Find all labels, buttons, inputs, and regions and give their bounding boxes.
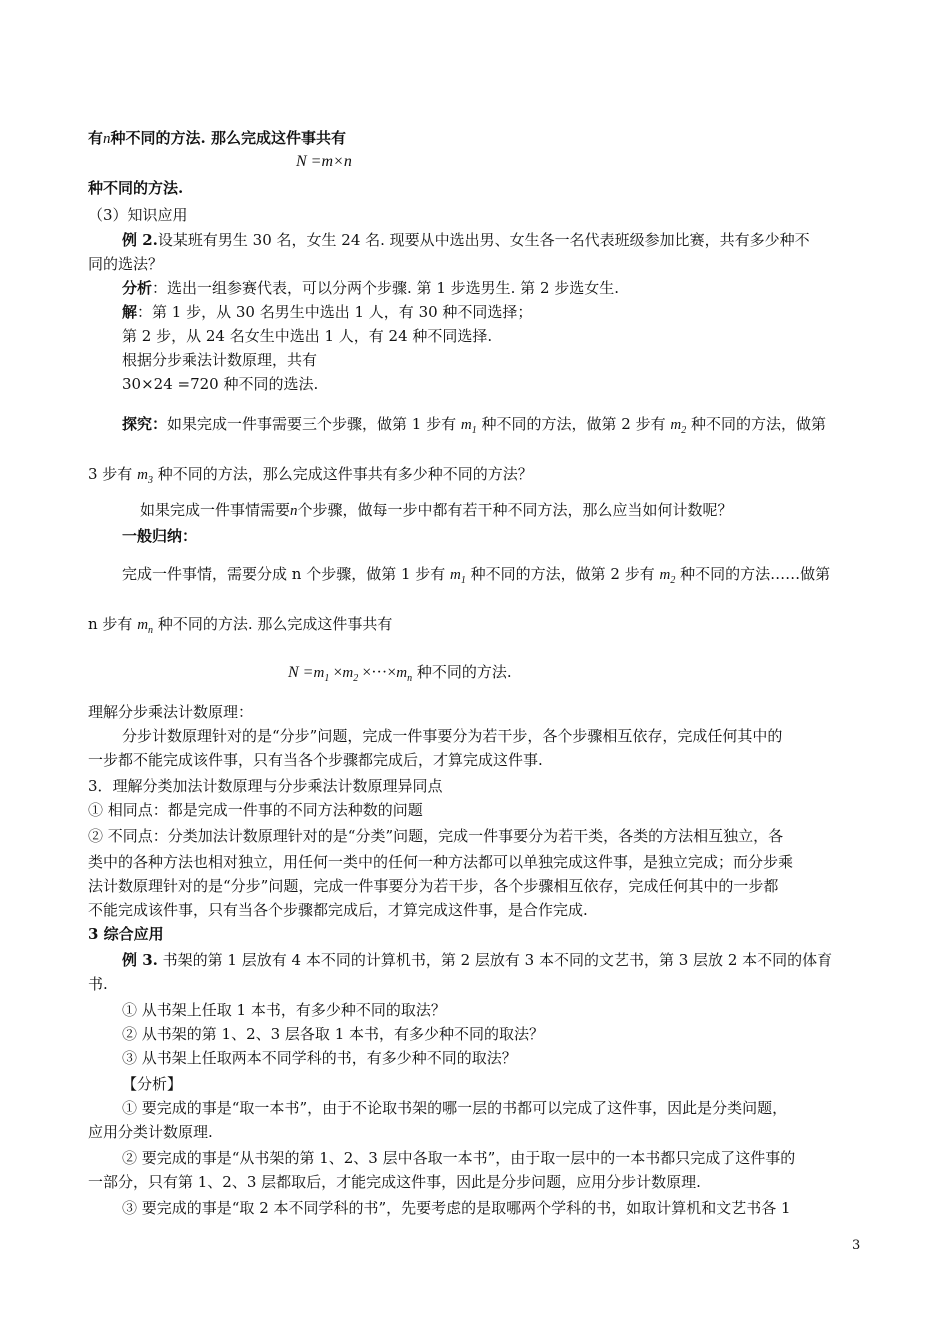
text: 种不同的方法，那么完成这件事共有多少种不同的方法？: [152, 465, 533, 483]
example-2-label: 例 2.: [122, 231, 158, 249]
example-3-a2-line-2: 一部分，只有第 1、2、3 层都取后，才能完成这件事，因此是分步问题，应用分步计数原理.: [88, 1173, 701, 1191]
example-2-line-1: [122, 230, 810, 250]
text: n 步有: [88, 615, 138, 633]
page-number: 3: [852, 1238, 861, 1253]
example-3-a2-line-1: ② 要完成的事是“从书架的第 1、2、3 层中各取一本书”，由于取一层中的一本书都只完成了这件事的: [122, 1149, 796, 1167]
example-3-label: 例 3.: [122, 951, 158, 969]
formula-n-equals-m-times-n: N =m×n: [296, 153, 352, 170]
explore-label: 探究：: [122, 415, 168, 433]
text: 种不同的方法，做第 2 步有: [476, 415, 671, 433]
example-3-a3-line-1: ③ 要完成的事是“取 2 本不同学科的书”，先要考虑的是取哪两个学科的书，如取计算机和文艺书各 1: [122, 1199, 791, 1217]
subscript: n: [148, 625, 154, 636]
text: 种不同的方法，做第 2 步有: [465, 565, 660, 583]
solution-label: 解: [122, 303, 138, 321]
example-2-result: 30×24 =720 种不同的选法.: [122, 375, 319, 393]
text: 设某班有男生 30 名，女生 24 名. 现要从中选出男、女生各一名代表班级参加比赛，共有多少种不: [157, 231, 810, 249]
line-header-1: [88, 128, 346, 149]
compare-diff-4: 不能完成该件事，只有当各个步骤都完成后，才算完成这件事，是合作完成.: [88, 901, 588, 919]
text: 3 步有: [88, 465, 138, 483]
subscript: 2: [353, 673, 359, 684]
example-3-line-1: [122, 950, 832, 970]
subscript: n: [407, 673, 413, 684]
compare-diff-3: 法计数原理针对的是“分步”问题，完成一件事要分为若干步，各个步骤相互依存，完成任何其中的一步都: [88, 877, 779, 895]
example-2-analysis: [122, 278, 619, 298]
subscript: 3: [147, 475, 153, 486]
var-n: n: [290, 503, 298, 519]
section-comprehensive: 3 综合应用: [88, 925, 164, 943]
example-3-a1-line-1: ① 要完成的事是“取一本书”，由于不论取书架的哪一层的书都可以完成了这件事，因此是分类问题，: [122, 1099, 788, 1117]
general-line-2: [88, 614, 392, 637]
example-3-q2: ② 从书架的第 1、2、3 层各取 1 本书，有多少种不同的取法？: [122, 1025, 545, 1043]
text: 如果完成一件事情需要: [140, 501, 291, 519]
explore-line-3: [140, 500, 733, 521]
subscript: 1: [471, 425, 477, 436]
text: 有: [88, 129, 104, 147]
compare-same: ① 相同点：都是完成一件事的不同方法种数的问题: [88, 801, 423, 819]
times-dots: ×···×: [358, 664, 397, 681]
example-3-q1: ① 从书架上任取 1 本书，有多少种不同的取法？: [122, 1001, 446, 1019]
var-m: m: [460, 417, 472, 433]
text: ：选出一组参赛代表，可以分两个步骤. 第 1 步选男生. 第 2 步选女生.: [152, 279, 620, 297]
text: 种不同的方法.: [412, 663, 512, 681]
subscript: 2: [681, 425, 687, 436]
var-m: m: [137, 617, 149, 633]
var-m: m: [137, 467, 148, 483]
general-label: 一般归纳：: [122, 527, 198, 545]
text: 书架的第 1 层放有 4 本不同的计算机书，第 2 层放有 3 本不同的文艺书，第 3 层放 2 本不同的体育: [157, 951, 833, 969]
text: 完成一件事情，需要分成 n 个步骤，做第 1 步有: [122, 565, 451, 583]
example-3-line-2: 书.: [88, 975, 108, 993]
line-header-2: 种不同的方法.: [88, 179, 184, 197]
general-line-1: [122, 564, 830, 587]
example-2-solution: [122, 302, 532, 322]
subscript: 2: [670, 575, 676, 586]
compare-diff-2: 类中的各种方法也相对独立，用任何一类中的任何一种方法都可以单独完成这件事，是独立完成；而分步乘: [88, 853, 794, 871]
example-2-step-2: 第 2 步，从 24 名女生中选出 1 人，有 24 种不同选择.: [122, 327, 493, 345]
subscript: 1: [324, 673, 330, 684]
compare-diff-1: ② 不同点：分类加法计数原理针对的是“分类”问题，完成一件事要分为若干类，各类的方法相互独立，各: [88, 827, 784, 845]
var-m: m: [659, 567, 671, 583]
general-formula: [288, 662, 512, 685]
var-m: m: [670, 417, 682, 433]
text: 种不同的方法. 那么完成这件事共有: [153, 615, 393, 633]
var-n: n: [103, 131, 111, 147]
text: 种不同的方法……做第: [675, 565, 831, 583]
var-m: m: [396, 665, 408, 681]
example-2-principle: 根据分步乘法计数原理，共有: [122, 351, 318, 369]
var-m: m: [450, 567, 461, 583]
var-m: m: [313, 665, 325, 681]
example-3-analysis-title: 【分析】: [122, 1075, 183, 1093]
understand-line-1: 分步计数原理针对的是“分步”问题，完成一件事要分为若干步，各个步骤相互依存，完成任何其中的: [122, 727, 783, 745]
understand-title: 理解分步乘法计数原理：: [88, 703, 254, 721]
understand-line-2: 一步都不能完成该件事，只有当各个步骤都完成后，才算完成这件事.: [88, 751, 543, 769]
text: 种不同的方法，做第: [686, 415, 826, 433]
times-sign: ×: [329, 664, 343, 681]
subscript: 1: [460, 575, 466, 586]
example-2-line-2: 同的选法？: [88, 255, 164, 273]
text: 如果完成一件事需要三个步骤，做第 1 步有: [167, 415, 461, 433]
section-knowledge-application: （3）知识应用: [88, 206, 188, 224]
explore-line-2: [88, 464, 533, 487]
compare-title: 3．理解分类加法计数原理与分步乘法计数原理异同点: [88, 777, 443, 795]
analysis-label: 分析: [122, 279, 153, 297]
text: ：第 1 步，从 30 名男生中选出 1 人，有 30 种不同选择；: [137, 303, 533, 321]
text: 个步骤，做每一步中都有若干种不同方法，那么应当如何计数呢？: [297, 501, 733, 519]
explore-line-1: [122, 414, 826, 437]
example-3-q3: ③ 从书架上任取两本不同学科的书，有多少种不同的取法？: [122, 1049, 517, 1067]
example-3-a1-line-2: 应用分类计数原理.: [88, 1123, 213, 1141]
var-m: m: [342, 665, 354, 681]
text: 种不同的方法. 那么完成这件事共有: [110, 129, 346, 147]
formula-part: N =: [288, 664, 314, 681]
